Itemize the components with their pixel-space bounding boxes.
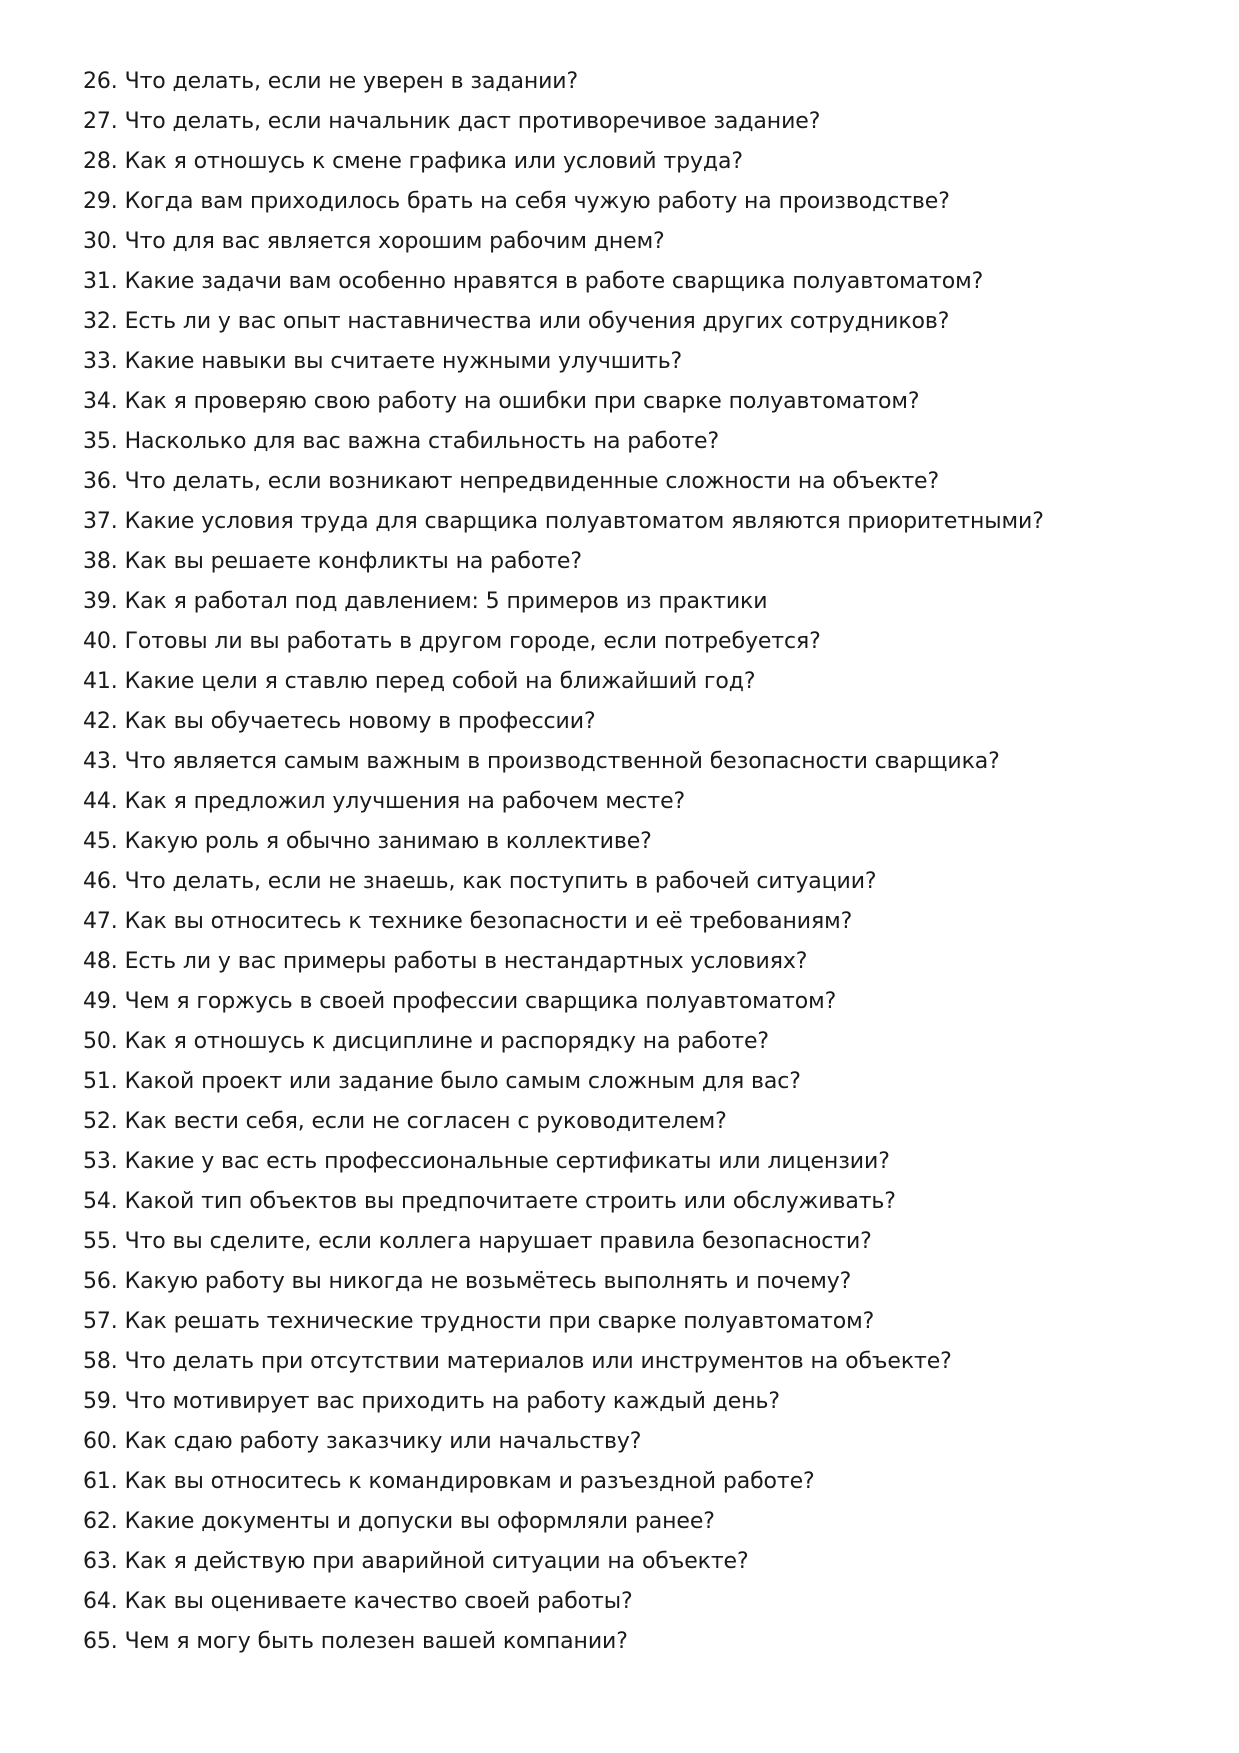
question-text: Что делать, если не знаешь, как поступить в рабочей ситуации? [124, 869, 877, 894]
question-item [83, 1022, 1183, 1062]
question-text: Есть ли у вас опыт наставничества или обучения других сотрудников? [124, 309, 950, 334]
question-item [83, 662, 1183, 702]
question-item [83, 1342, 1183, 1382]
question-number: 50. [83, 1029, 118, 1054]
question-text: Какой тип объектов вы предпочитаете строить или обслуживать? [124, 1189, 896, 1214]
question-number: 46. [83, 869, 118, 894]
question-text: Какие навыки вы считаете нужными улучшить? [124, 349, 683, 374]
question-number: 55. [83, 1229, 118, 1254]
question-item [83, 1622, 1183, 1662]
question-item [83, 582, 1183, 622]
question-number: 51. [83, 1069, 118, 1094]
question-text: Чем я могу быть полезен вашей компании? [124, 1629, 628, 1654]
question-number: 34. [83, 389, 118, 414]
question-text: Какие условия труда для сварщика полуавтоматом являются приоритетными? [124, 509, 1044, 534]
question-text: Как вы обучаетесь новому в профессии? [124, 709, 596, 734]
question-number: 32. [83, 309, 118, 334]
question-number: 56. [83, 1269, 118, 1294]
question-item [83, 422, 1183, 462]
question-item [83, 622, 1183, 662]
question-text: Что делать при отсутствии материалов или инструментов на объекте? [124, 1349, 952, 1374]
question-number: 59. [83, 1389, 118, 1414]
question-number: 48. [83, 949, 118, 974]
question-number: 43. [83, 749, 118, 774]
question-number: 45. [83, 829, 118, 854]
question-text: Какой проект или задание было самым сложным для вас? [124, 1069, 801, 1094]
question-text: Как я действую при аварийной ситуации на объекте? [124, 1549, 749, 1574]
question-number: 64. [83, 1589, 118, 1614]
question-text: Как вы оцениваете качество своей работы? [124, 1589, 633, 1614]
question-item [83, 102, 1183, 142]
question-item [83, 62, 1183, 102]
question-text: Как я отношусь к дисциплине и распорядку на работе? [124, 1029, 769, 1054]
question-item [83, 942, 1183, 982]
question-number: 61. [83, 1469, 118, 1494]
question-number: 47. [83, 909, 118, 934]
question-text: Как решать технические трудности при сварке полуавтоматом? [124, 1309, 875, 1334]
question-item [83, 142, 1183, 182]
question-item [83, 1382, 1183, 1422]
question-text: Насколько для вас важна стабильность на работе? [124, 429, 720, 454]
question-text: Что делать, если начальник даст противоречивое задание? [124, 109, 821, 134]
question-item [83, 702, 1183, 742]
question-item [83, 862, 1183, 902]
question-text: Что делать, если возникают непредвиденные сложности на объекте? [124, 469, 940, 494]
question-text: Как вести себя, если не согласен с руководителем? [124, 1109, 727, 1134]
question-text: Что вы сделите, если коллега нарушает правила безопасности? [124, 1229, 872, 1254]
question-text: Какие документы и допуски вы оформляли ранее? [124, 1509, 715, 1534]
question-text: Чем я горжусь в своей профессии сварщика полуавтоматом? [124, 989, 837, 1014]
question-text: Какие у вас есть профессиональные сертификаты или лицензии? [124, 1149, 890, 1174]
question-text: Как я работал под давлением: 5 примеров из практики [124, 589, 768, 614]
question-item [83, 1582, 1183, 1622]
question-number: 28. [83, 149, 118, 174]
question-number: 35. [83, 429, 118, 454]
question-item [83, 1142, 1183, 1182]
question-item [83, 1182, 1183, 1222]
question-number: 26. [83, 69, 118, 94]
question-number: 42. [83, 709, 118, 734]
question-item [83, 382, 1183, 422]
question-number: 53. [83, 1149, 118, 1174]
question-item [83, 1102, 1183, 1142]
question-number: 62. [83, 1509, 118, 1534]
question-number: 39. [83, 589, 118, 614]
question-item [83, 1222, 1183, 1262]
question-item [83, 542, 1183, 582]
question-number: 57. [83, 1309, 118, 1334]
question-item [83, 1302, 1183, 1342]
question-item [83, 1422, 1183, 1462]
question-text: Есть ли у вас примеры работы в нестандартных условиях? [124, 949, 808, 974]
question-number: 36. [83, 469, 118, 494]
question-text: Как я отношусь к смене графика или условий труда? [124, 149, 743, 174]
question-item [83, 742, 1183, 782]
question-number: 30. [83, 229, 118, 254]
question-text: Какую роль я обычно занимаю в коллективе? [124, 829, 652, 854]
question-number: 63. [83, 1549, 118, 1574]
question-text: Какие цели я ставлю перед собой на ближайший год? [124, 669, 756, 694]
question-item [83, 462, 1183, 502]
question-item [83, 782, 1183, 822]
question-number: 41. [83, 669, 118, 694]
question-item [83, 1502, 1183, 1542]
question-item [83, 222, 1183, 262]
question-text: Как вы относитесь к командировкам и разъездной работе? [124, 1469, 815, 1494]
question-item [83, 822, 1183, 862]
question-number: 49. [83, 989, 118, 1014]
question-text: Как я проверяю свою работу на ошибки при сварке полуавтоматом? [124, 389, 920, 414]
question-number: 29. [83, 189, 118, 214]
question-text: Готовы ли вы работать в другом городе, если потребуется? [124, 629, 821, 654]
question-item [83, 262, 1183, 302]
question-number: 31. [83, 269, 118, 294]
question-text: Что является самым важным в производственной безопасности сварщика? [124, 749, 1000, 774]
question-number: 27. [83, 109, 118, 134]
question-number: 37. [83, 509, 118, 534]
question-number: 33. [83, 349, 118, 374]
question-number: 38. [83, 549, 118, 574]
question-item [83, 1262, 1183, 1302]
question-number: 58. [83, 1349, 118, 1374]
question-text: Как я предложил улучшения на рабочем месте? [124, 789, 686, 814]
question-text: Какие задачи вам особенно нравятся в работе сварщика полуавтоматом? [124, 269, 984, 294]
question-item [83, 902, 1183, 942]
question-number: 52. [83, 1109, 118, 1134]
question-number: 40. [83, 629, 118, 654]
question-text: Когда вам приходилось брать на себя чужую работу на производстве? [124, 189, 950, 214]
question-text: Как вы относитесь к технике безопасности и её требованиям? [124, 909, 853, 934]
question-item [83, 1542, 1183, 1582]
question-item [83, 1462, 1183, 1502]
question-item [83, 342, 1183, 382]
question-number: 65. [83, 1629, 118, 1654]
question-text: Что для вас является хорошим рабочим днем? [124, 229, 665, 254]
question-item [83, 502, 1183, 542]
question-list [83, 62, 1183, 1662]
question-item [83, 302, 1183, 342]
question-number: 44. [83, 789, 118, 814]
question-text: Как сдаю работу заказчику или начальству? [124, 1429, 642, 1454]
question-number: 54. [83, 1189, 118, 1214]
question-item [83, 982, 1183, 1022]
question-item [83, 1062, 1183, 1102]
question-text: Как вы решаете конфликты на работе? [124, 549, 582, 574]
question-text: Что делать, если не уверен в задании? [124, 69, 579, 94]
question-number: 60. [83, 1429, 118, 1454]
question-text: Что мотивирует вас приходить на работу каждый день? [124, 1389, 780, 1414]
question-item [83, 182, 1183, 222]
question-text: Какую работу вы никогда не возьмётесь выполнять и почему? [124, 1269, 852, 1294]
